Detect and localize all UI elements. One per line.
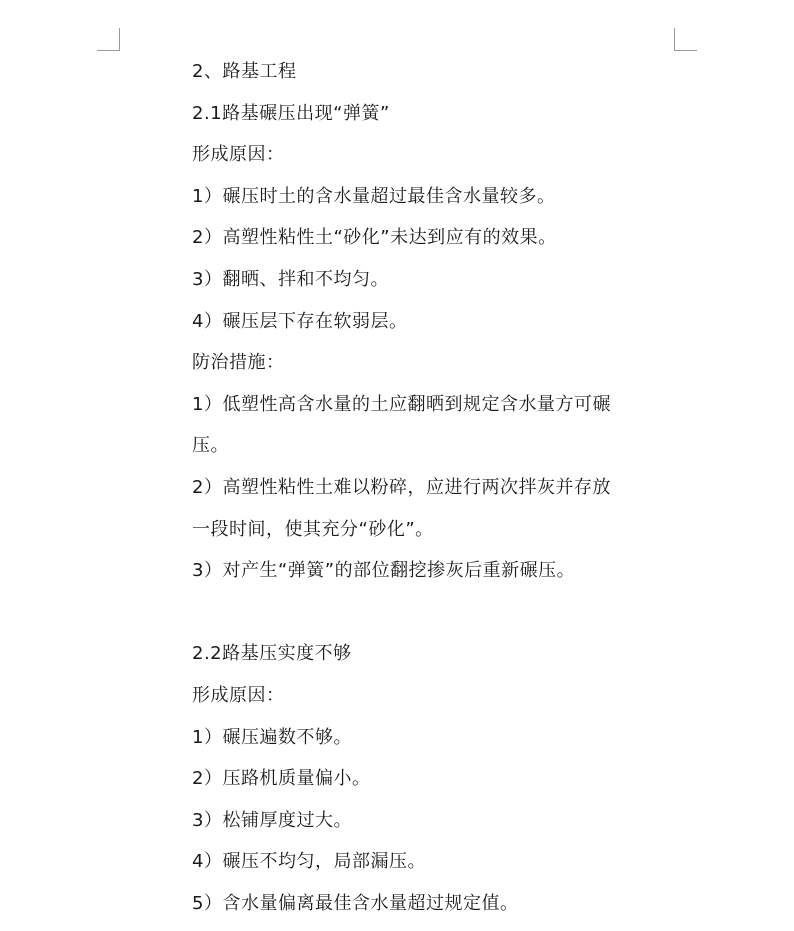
list-item-continuation: 压。: [192, 435, 229, 457]
cause-label: 形成原因：: [192, 684, 285, 706]
subsection-heading: 2.1路基碾压出现“弹簧”: [192, 102, 390, 124]
list-item: 3）翻晒、拌和不均匀。: [192, 268, 389, 290]
list-item: 1）碾压时土的含水量超过最佳含水量较多。: [192, 185, 556, 207]
subsection-heading: 2.2路基压实度不够: [192, 643, 352, 665]
list-item: 2）高塑性粘性土“砂化”未达到应有的效果。: [192, 227, 557, 249]
blank-line: [192, 592, 682, 634]
margin-corner-top-left: [97, 28, 120, 51]
list-item: 3）对产生“弹簧”的部位翻挖掺灰后重新碾压。: [192, 560, 576, 582]
list-item: 1）碾压遍数不够。: [192, 726, 352, 748]
list-item: 3）松铺厚度过大。: [192, 809, 352, 831]
margin-corner-top-right: [674, 28, 697, 51]
cause-label: 形成原因：: [192, 144, 285, 166]
section-heading: 2、路基工程: [192, 61, 297, 82]
prevention-label: 防治措施：: [192, 352, 285, 374]
list-item: 4）碾压层下存在软弱层。: [192, 310, 408, 332]
list-item: 2）压路机质量偏小。: [192, 768, 371, 790]
list-item: 2）高塑性粘性土难以粉碎，应进行两次拌灰并存放: [192, 476, 611, 498]
list-item-continuation: 一段时间，使其充分“砂化”。: [192, 518, 434, 540]
list-item: 5）含水量偏离最佳含水量超过规定值。: [192, 892, 519, 914]
list-item: 1）低塑性高含水量的土应翻晒到规定含水量方可碾: [192, 393, 611, 415]
list-item: 4）碾压不均匀，局部漏压。: [192, 851, 426, 873]
document-body: [192, 51, 682, 924]
